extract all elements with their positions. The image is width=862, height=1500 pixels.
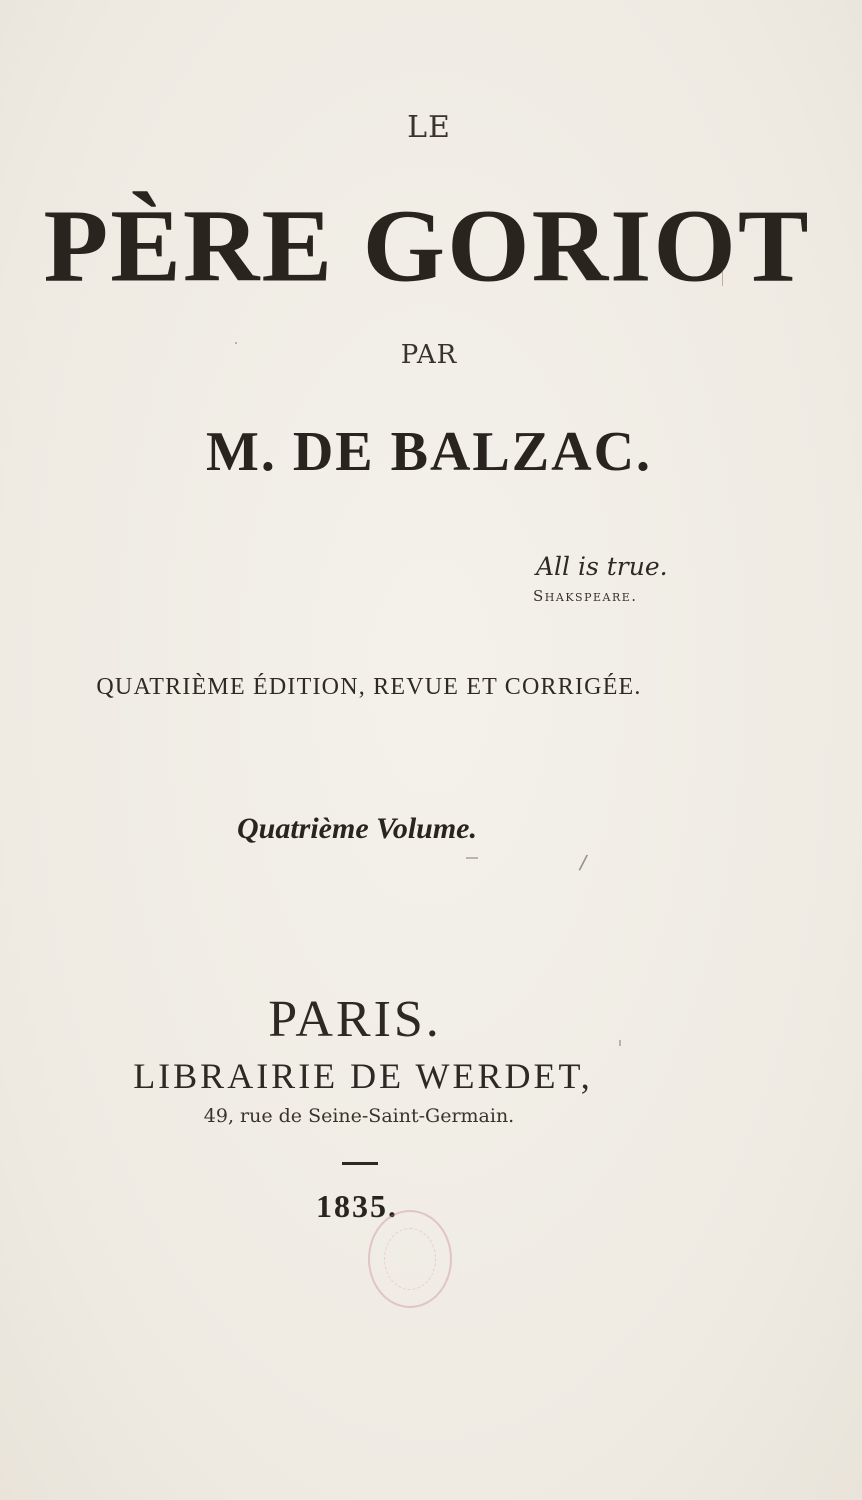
edition-statement: QUATRIÈME ÉDITION, REVUE ET CORRIGÉE. — [96, 674, 642, 700]
divider-rule — [342, 1162, 378, 1165]
book-title: PÈRE GORIOT — [43, 188, 811, 303]
paper-speck — [722, 268, 723, 286]
epigraph-source: Shakspeare. — [533, 587, 638, 605]
author-name: M. DE BALZAC. — [205, 421, 653, 483]
volume-label: Quatrième Volume. — [236, 812, 477, 845]
paper-speck — [619, 1040, 621, 1046]
library-stamp-inner-ring — [384, 1228, 436, 1290]
imprint-city: PARIS. — [268, 991, 442, 1048]
library-stamp — [368, 1210, 452, 1308]
imprint-year: 1835. — [316, 1188, 398, 1224]
by-line: PAR — [400, 340, 458, 370]
imprint-publisher: LIBRAIRIE DE WERDET, — [133, 1056, 593, 1096]
pencil-mark: / — [577, 849, 589, 875]
paper-speck — [235, 342, 237, 344]
imprint-address: 49, rue de Seine-Saint-Germain. — [203, 1105, 515, 1127]
paper-speck — [466, 857, 478, 859]
title-article: LE — [407, 110, 451, 145]
epigraph — [533, 552, 668, 605]
epigraph-quote: All is true. — [536, 552, 668, 581]
